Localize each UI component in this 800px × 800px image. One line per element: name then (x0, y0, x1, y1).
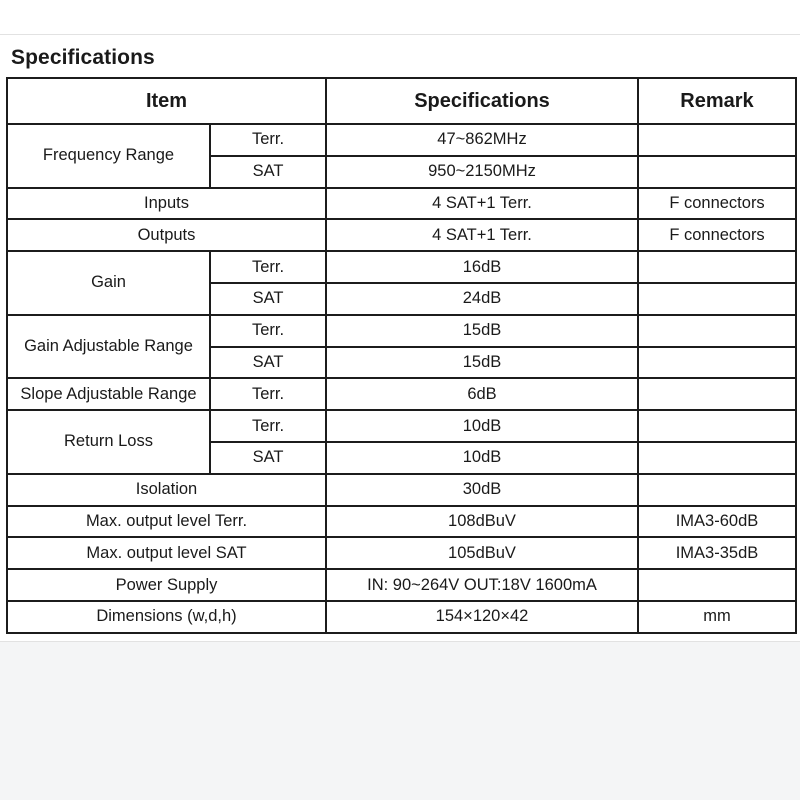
remark-cell (638, 156, 796, 188)
item-cell: Return Loss (7, 410, 210, 474)
table-row (7, 219, 796, 251)
remark-cell: IMA3-35dB (638, 537, 796, 569)
sub-item-cell: SAT (210, 283, 326, 315)
remark-cell: mm (638, 601, 796, 633)
spec-cell: 15dB (326, 347, 638, 379)
remark-cell (638, 347, 796, 379)
table-row (7, 410, 796, 442)
remark-cell (638, 251, 796, 283)
remark-cell: F connectors (638, 188, 796, 220)
remark-cell: F connectors (638, 219, 796, 251)
remark-cell (638, 474, 796, 506)
spec-cell: 4 SAT+1 Terr. (326, 188, 638, 220)
table-row (7, 124, 796, 156)
spec-cell: 950~2150MHz (326, 156, 638, 188)
sub-item-cell: SAT (210, 442, 326, 474)
spec-cell: 30dB (326, 474, 638, 506)
spec-cell: 105dBuV (326, 537, 638, 569)
item-cell: Max. output level Terr. (7, 506, 326, 538)
spec-cell: 108dBuV (326, 506, 638, 538)
item-cell: Max. output level SAT (7, 537, 326, 569)
spec-cell: 4 SAT+1 Terr. (326, 219, 638, 251)
remark-cell (638, 410, 796, 442)
spec-cell: 47~862MHz (326, 124, 638, 156)
sub-item-cell: Terr. (210, 410, 326, 442)
spec-cell: 16dB (326, 251, 638, 283)
remark-cell (638, 569, 796, 601)
table-row (7, 315, 796, 347)
table-row (7, 537, 796, 569)
header-item: Item (7, 78, 326, 124)
spec-cell: 6dB (326, 378, 638, 410)
sub-item-cell: Terr. (210, 378, 326, 410)
header-specifications: Specifications (326, 78, 638, 124)
table-row (7, 474, 796, 506)
spec-cell: IN: 90~264V OUT:18V 1600mA (326, 569, 638, 601)
remark-cell (638, 315, 796, 347)
header-remark: Remark (638, 78, 796, 124)
spec-cell: 24dB (326, 283, 638, 315)
item-cell: Frequency Range (7, 124, 210, 188)
remark-cell (638, 283, 796, 315)
sub-item-cell: Terr. (210, 124, 326, 156)
item-cell: Gain (7, 251, 210, 315)
specifications-table (6, 77, 797, 634)
table-row (7, 506, 796, 538)
table-row (7, 378, 796, 410)
sub-item-cell: Terr. (210, 251, 326, 283)
spec-cell: 15dB (326, 315, 638, 347)
item-cell: Power Supply (7, 569, 326, 601)
table-row (7, 569, 796, 601)
table-row (7, 251, 796, 283)
remark-cell (638, 442, 796, 474)
table-row (7, 188, 796, 220)
item-cell: Inputs (7, 188, 326, 220)
spec-cell: 154×120×42 (326, 601, 638, 633)
top-band (0, 0, 800, 34)
item-cell: Gain Adjustable Range (7, 315, 210, 379)
item-cell: Isolation (7, 474, 326, 506)
table-row (7, 601, 796, 633)
item-cell: Dimensions (w,d,h) (7, 601, 326, 633)
spec-cell: 10dB (326, 410, 638, 442)
item-cell: Outputs (7, 219, 326, 251)
remark-cell (638, 124, 796, 156)
sub-item-cell: Terr. (210, 315, 326, 347)
sub-item-cell: SAT (210, 156, 326, 188)
spec-cell: 10dB (326, 442, 638, 474)
sub-item-cell: SAT (210, 347, 326, 379)
table-header-row (7, 78, 796, 124)
item-cell: Slope Adjustable Range (7, 378, 210, 410)
page-title: Specifications (11, 46, 155, 69)
remark-cell: IMA3-60dB (638, 506, 796, 538)
remark-cell (638, 378, 796, 410)
